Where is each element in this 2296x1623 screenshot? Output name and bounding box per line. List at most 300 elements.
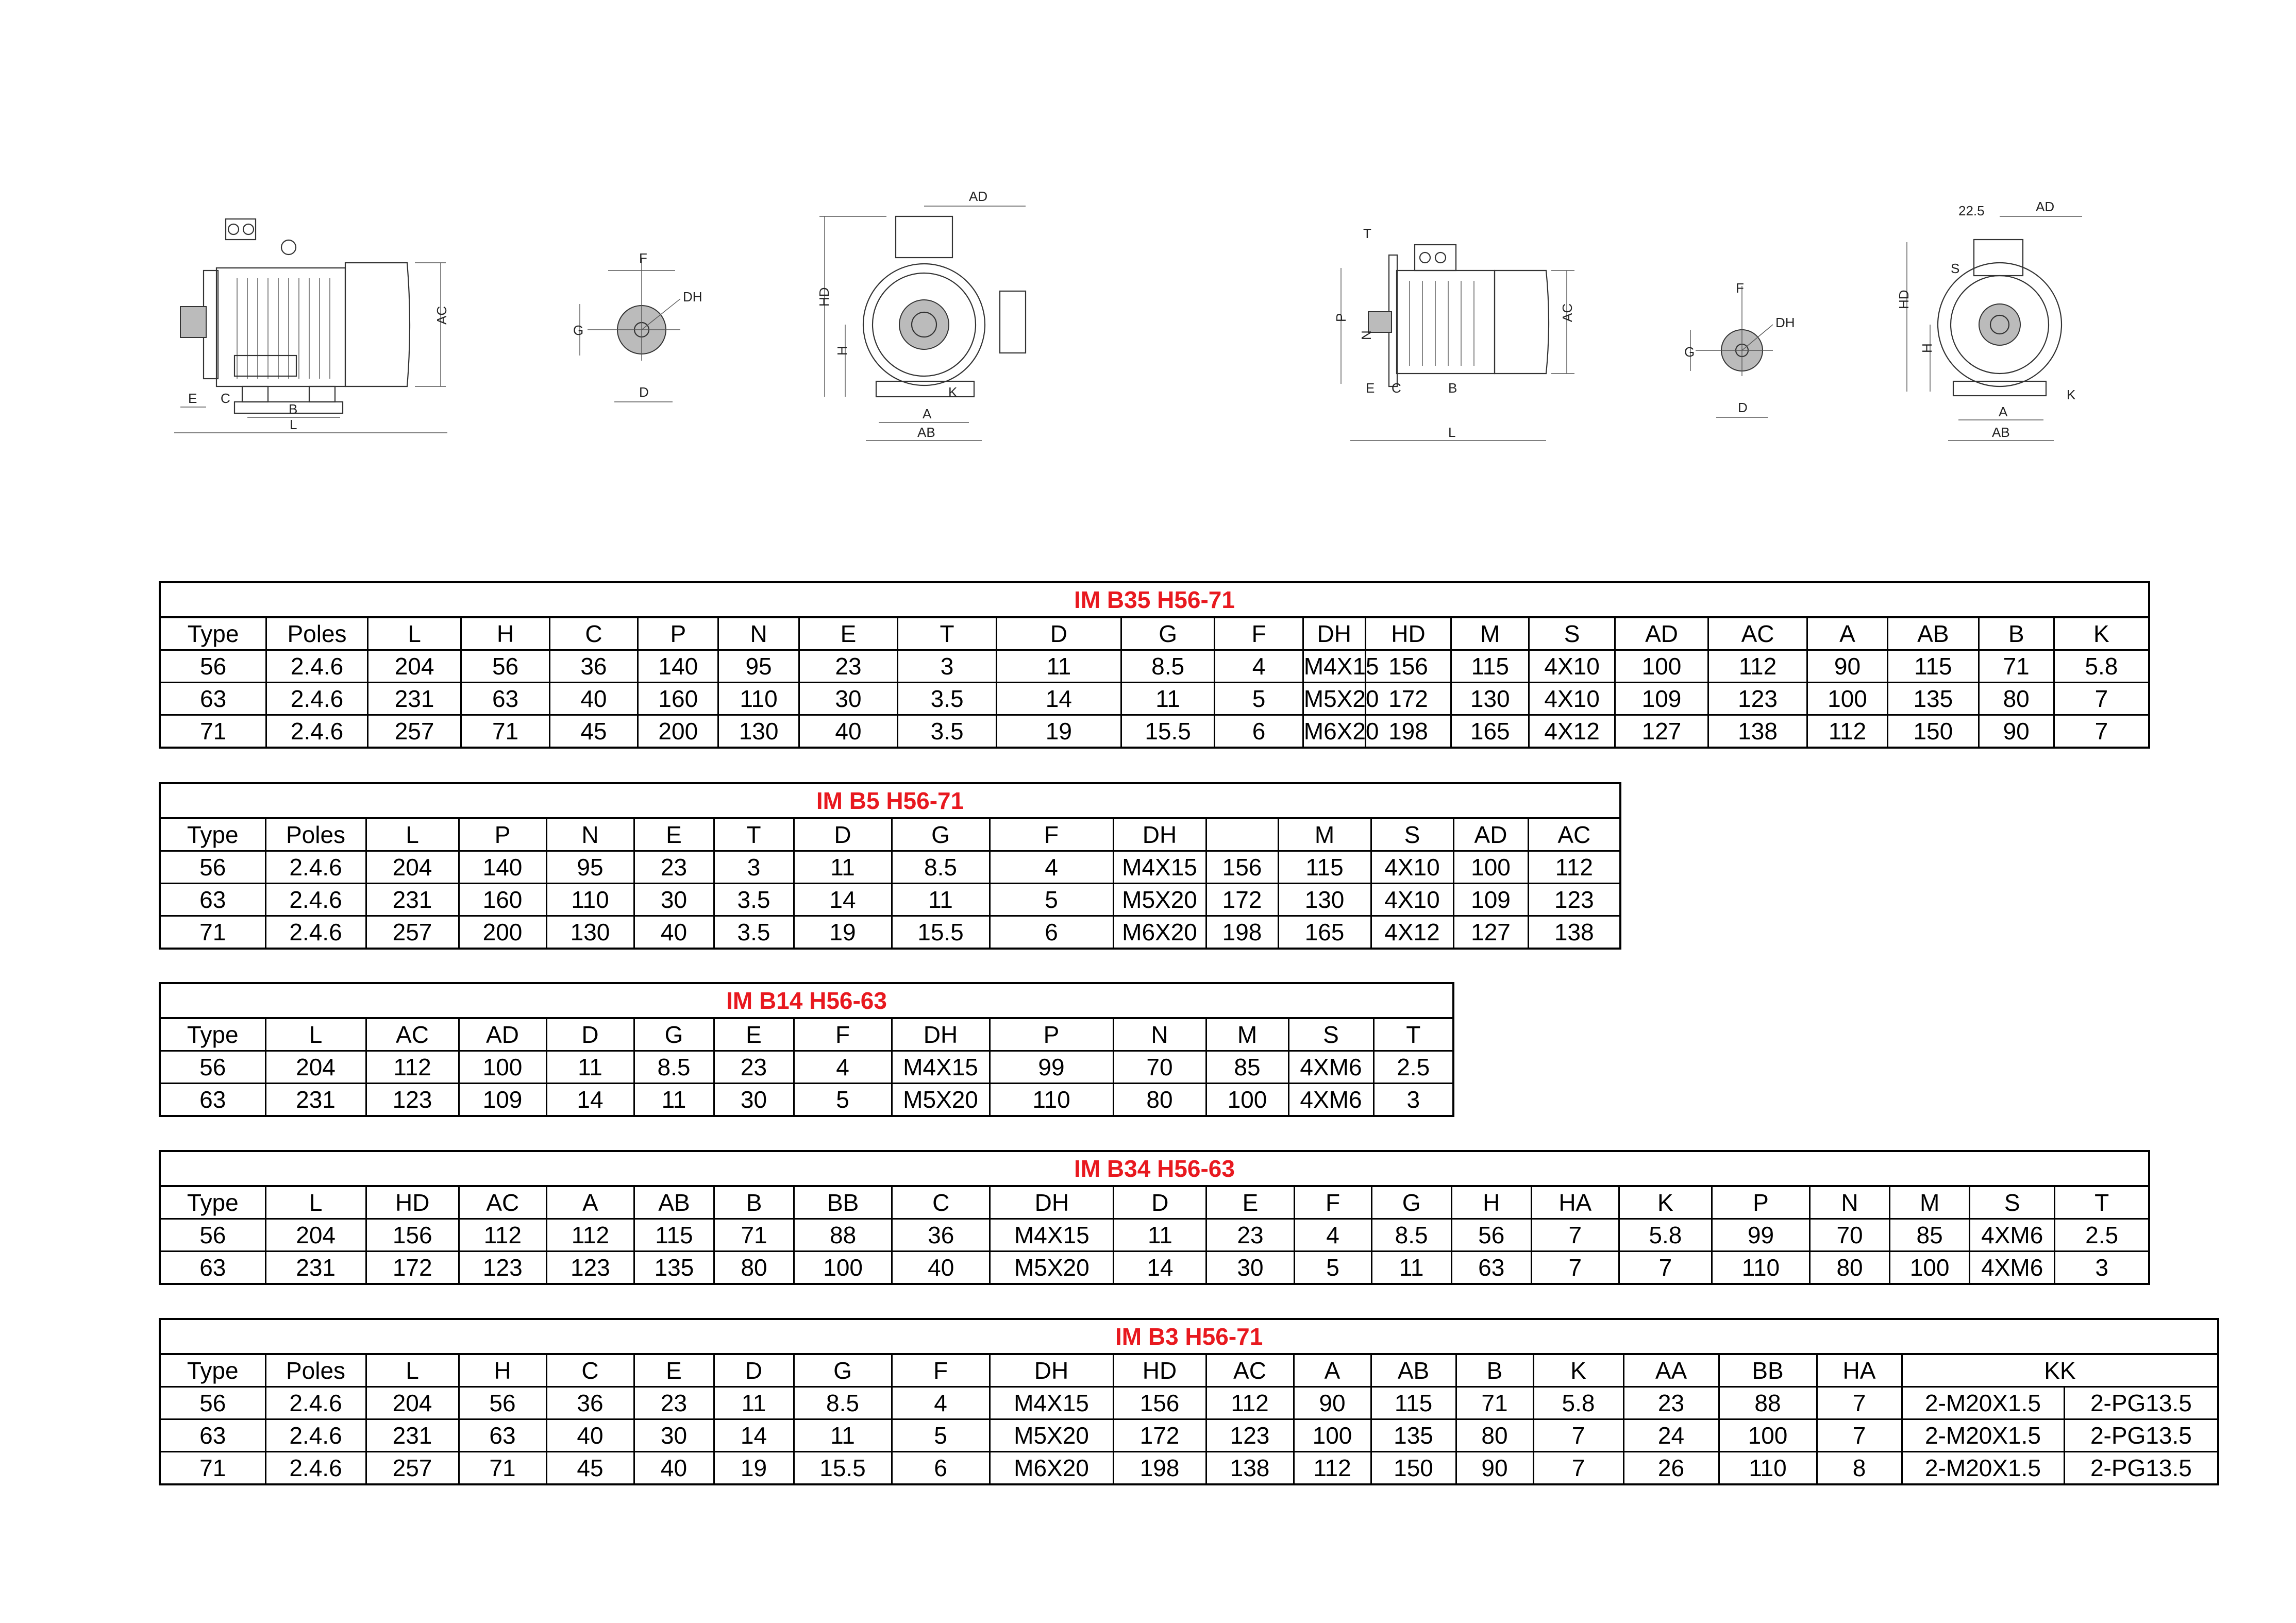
table-cell: 6 [1215, 715, 1303, 748]
table-cell: 110 [990, 1084, 1113, 1117]
table-cell: 11 [1114, 1219, 1206, 1252]
table-row [160, 1387, 2218, 1419]
table-cell: 200 [459, 916, 546, 949]
table-cell: M4X15 [990, 1219, 1114, 1252]
table-cell: 56 [1451, 1219, 1531, 1252]
table-cell: 204 [366, 1387, 459, 1419]
table-cell: 90 [1294, 1387, 1371, 1419]
header-cell: M [1890, 1186, 1970, 1219]
table-cell: 30 [1206, 1252, 1294, 1284]
header-cell: D [714, 1354, 794, 1387]
table-cell: 2.4.6 [265, 1419, 366, 1452]
drawing-b5-side-view [1333, 226, 1575, 441]
table-cell: 123 [459, 1252, 546, 1284]
table-cell: 123 [1206, 1419, 1294, 1452]
header-cell: BB [794, 1186, 892, 1219]
header-cell: K [2054, 617, 2149, 650]
header-cell: C [546, 1354, 634, 1387]
table-cell: 88 [1719, 1387, 1817, 1419]
table-row [160, 1419, 2218, 1452]
table-cell: 231 [366, 884, 459, 916]
label-hd: HD [816, 287, 832, 307]
table-cell: 112 [459, 1219, 546, 1252]
table-cell: 99 [990, 1051, 1113, 1084]
table-cell: 63 [160, 1084, 265, 1117]
header-cell: N [546, 818, 634, 851]
label-hd-2: HD [1896, 290, 1912, 309]
header-cell: P [1712, 1186, 1809, 1219]
table-cell: 231 [367, 683, 461, 715]
table-cell: 200 [638, 715, 718, 748]
table-cell: 204 [265, 1219, 366, 1252]
label-d-1: D [639, 384, 649, 400]
table-cell: 30 [634, 1419, 714, 1452]
table-cell: 71 [160, 1452, 265, 1485]
header-cell: M [1206, 1018, 1288, 1051]
table-cell: 2-M20X1.5 [1902, 1387, 2064, 1419]
label-dh-2: DH [1775, 315, 1795, 330]
header-cell: HA [1817, 1354, 1902, 1387]
table-cell: 100 [1294, 1419, 1371, 1452]
table-cell: 6 [892, 1452, 990, 1485]
table-cell: 88 [794, 1219, 892, 1252]
label-d-2: D [1738, 400, 1748, 415]
table-cell: 19 [714, 1452, 794, 1485]
header-cell: HD [366, 1186, 459, 1219]
table-cell: 80 [1113, 1084, 1206, 1117]
table-cell: 204 [367, 650, 461, 683]
table-cell: 3.5 [714, 916, 794, 949]
table-cell: 112 [546, 1219, 634, 1252]
header-cell: A [1294, 1354, 1371, 1387]
table-cell: 30 [714, 1084, 794, 1117]
table-cell: 115 [1888, 650, 1979, 683]
table-cell: 7 [1619, 1252, 1712, 1284]
table-cell: 3.5 [714, 884, 794, 916]
label-ac: AC [434, 306, 449, 325]
table-cell: 80 [1810, 1252, 1890, 1284]
header-cell: DH [892, 1018, 990, 1051]
header-cell: N [718, 617, 799, 650]
table-cell: 23 [1206, 1219, 1294, 1252]
table-cell: 7 [1817, 1419, 1902, 1452]
table-cell: 110 [546, 884, 634, 916]
table-cell: 257 [366, 1452, 459, 1485]
table-cell: 2-M20X1.5 [1902, 1419, 2064, 1452]
table-cell: 115 [634, 1219, 714, 1252]
table-cell: M5X20 [990, 1252, 1114, 1284]
table-title: IM B34 H56-63 [160, 1151, 2149, 1186]
table-cell: 7 [1817, 1387, 1902, 1419]
table-cell: 63 [1451, 1252, 1531, 1284]
table-cell: 7 [1533, 1452, 1623, 1485]
table-cell: 71 [459, 1452, 546, 1485]
header-cell: P [638, 617, 718, 650]
table-cell: 99 [1712, 1219, 1809, 1252]
header-cell: T [1373, 1018, 1453, 1051]
table-row [160, 1452, 2218, 1485]
table-cell: 2-PG13.5 [2064, 1419, 2218, 1452]
header-cell: AA [1623, 1354, 1719, 1387]
header-cell: AB [1371, 1354, 1456, 1387]
header-cell: D [546, 1018, 634, 1051]
header-cell: DH [990, 1354, 1113, 1387]
header-cell: C [549, 617, 638, 650]
table-cell: 4XM6 [1288, 1084, 1373, 1117]
header-cell: E [634, 1354, 714, 1387]
table-row [160, 1084, 1453, 1117]
table-cell: M5X20 [1113, 884, 1206, 916]
table-header-row [160, 1018, 1453, 1051]
label-n-1: N [1359, 330, 1374, 340]
table-cell: 172 [1206, 884, 1278, 916]
label-ab-1: AB [917, 425, 935, 440]
table-cell: 85 [1890, 1219, 1970, 1252]
table-cell: 112 [1708, 650, 1807, 683]
header-cell: G [794, 1354, 892, 1387]
table-im-b14 [159, 982, 1454, 1117]
table-cell: 110 [1712, 1252, 1809, 1284]
table-cell: 23 [714, 1051, 794, 1084]
table-cell: 11 [546, 1051, 634, 1084]
table-cell: 5 [1215, 683, 1303, 715]
table-cell: 40 [634, 916, 714, 949]
table-cell: M4X15 [1303, 650, 1365, 683]
table-cell: 204 [366, 851, 459, 884]
table-cell: 4X12 [1371, 916, 1453, 949]
table-cell: 63 [160, 884, 265, 916]
label-s: S [1951, 261, 1960, 276]
header-cell: T [714, 818, 794, 851]
table-cell: 150 [1888, 715, 1979, 748]
header-cell: B [1456, 1354, 1533, 1387]
header-cell: BB [1719, 1354, 1817, 1387]
header-cell: E [799, 617, 898, 650]
table-cell: 80 [714, 1252, 794, 1284]
header-cell: G [1121, 617, 1215, 650]
drawing-shaft-end-1 [573, 250, 702, 402]
table-cell: 8 [1817, 1452, 1902, 1485]
header-cell: Poles [265, 1354, 366, 1387]
table-cell: 19 [996, 715, 1121, 748]
table-cell: 123 [366, 1084, 459, 1117]
header-cell: B [714, 1186, 794, 1219]
table-cell: 3 [898, 650, 997, 683]
table-cell: 2-PG13.5 [2064, 1452, 2218, 1485]
table-header-row [160, 818, 1620, 851]
table-cell: 56 [461, 650, 549, 683]
header-cell: L [265, 1186, 366, 1219]
table-cell: 231 [366, 1419, 459, 1452]
table-cell: 71 [160, 916, 265, 949]
table-cell: 257 [366, 916, 459, 949]
table-cell: 130 [546, 916, 634, 949]
table-cell: 11 [996, 650, 1121, 683]
table-cell: 4X10 [1529, 683, 1615, 715]
table-cell: 40 [892, 1252, 990, 1284]
table-cell: 26 [1623, 1452, 1719, 1485]
table-cell: 115 [1371, 1387, 1456, 1419]
table-cell: 11 [892, 884, 990, 916]
header-cell: L [367, 617, 461, 650]
table-im-b5 [159, 782, 1621, 950]
header-cell: AD [1453, 818, 1528, 851]
table-cell: 2.4.6 [266, 650, 368, 683]
table-cell: 45 [549, 715, 638, 748]
table-cell: 71 [1456, 1387, 1533, 1419]
header-cell: L [366, 1354, 459, 1387]
label-c: C [221, 391, 230, 406]
table-cell: 2.4.6 [265, 916, 366, 949]
table-cell: 165 [1278, 916, 1371, 949]
table-cell: 2.5 [2055, 1219, 2149, 1252]
header-cell: C [892, 1186, 990, 1219]
table-cell: 2-PG13.5 [2064, 1387, 2218, 1419]
table-cell: 165 [1451, 715, 1529, 748]
header-cell: G [892, 818, 990, 851]
label-ad-1: AD [969, 189, 988, 204]
table-cell: 100 [794, 1252, 892, 1284]
table-cell: 127 [1615, 715, 1708, 748]
table-title: IM B35 H56-71 [160, 582, 2149, 617]
table-cell: 109 [1615, 683, 1708, 715]
table-cell: 135 [1888, 683, 1979, 715]
header-cell: M [1451, 617, 1529, 650]
table-cell: 90 [1979, 715, 2054, 748]
header-cell: Poles [265, 818, 366, 851]
table-cell: 4X10 [1371, 884, 1453, 916]
label-l-2: L [1448, 425, 1456, 440]
table-cell: 4 [1294, 1219, 1371, 1252]
header-cell: G [1371, 1186, 1451, 1219]
table-cell: 70 [1113, 1051, 1206, 1084]
header-cell: AC [1206, 1354, 1294, 1387]
label-ad-2: AD [2036, 199, 2055, 214]
label-dh-1: DH [683, 289, 702, 305]
header-cell: F [794, 1018, 892, 1051]
table-cell: 110 [718, 683, 799, 715]
table-cell: 24 [1623, 1419, 1719, 1452]
table-cell: 135 [1371, 1419, 1456, 1452]
table-cell: 204 [265, 1051, 366, 1084]
table-cell: 156 [366, 1219, 459, 1252]
table-cell: 3 [2055, 1252, 2149, 1284]
table-cell: 7 [1531, 1252, 1619, 1284]
table-cell: 2.4.6 [265, 851, 366, 884]
header-cell [1206, 818, 1278, 851]
table-cell: 71 [1979, 650, 2054, 683]
header-cell: Type [160, 1186, 265, 1219]
table-header-row [160, 1186, 2149, 1219]
table-cell: 4XM6 [1288, 1051, 1373, 1084]
header-cell: F [990, 818, 1113, 851]
label-k-1: K [948, 384, 958, 400]
header-cell: T [2055, 1186, 2149, 1219]
table-row [160, 650, 2149, 683]
drawing-b35-front-view [816, 189, 1026, 441]
table-cell: 71 [160, 715, 266, 748]
table-cell: 4 [794, 1051, 892, 1084]
header-cell: N [1113, 1018, 1206, 1051]
header-cell: AC [1708, 617, 1807, 650]
table-cell: 36 [549, 650, 638, 683]
table-cell: 130 [718, 715, 799, 748]
table-cell: 130 [1451, 683, 1529, 715]
header-cell: Poles [266, 617, 368, 650]
table-cell: 63 [160, 1252, 265, 1284]
table-cell: M4X15 [990, 1387, 1113, 1419]
header-cell: K [1619, 1186, 1712, 1219]
label-e: E [188, 391, 197, 406]
table-cell: 5.8 [1533, 1387, 1623, 1419]
table-cell: 8.5 [634, 1051, 714, 1084]
label-ab-2: AB [1992, 425, 2010, 440]
header-cell: A [546, 1186, 634, 1219]
table-cell: 30 [634, 884, 714, 916]
table-cell: 2.5 [1373, 1051, 1453, 1084]
table-cell: 4 [1215, 650, 1303, 683]
table-row [160, 916, 1620, 949]
label-h-2: H [1919, 343, 1935, 353]
table-cell: M4X15 [892, 1051, 990, 1084]
header-cell: G [634, 1018, 714, 1051]
table-cell: 3.5 [898, 683, 997, 715]
label-angle: 22.5 [1958, 203, 1985, 218]
table-cell: 40 [546, 1419, 634, 1452]
table-row [160, 884, 1620, 916]
header-cell: DH [1303, 617, 1365, 650]
table-cell: 11 [1371, 1252, 1451, 1284]
table-cell: 5.8 [2054, 650, 2149, 683]
header-cell: AD [1615, 617, 1708, 650]
table-cell: 5 [990, 884, 1113, 916]
label-t-1: T [1363, 226, 1371, 241]
table-header-row [160, 1354, 2218, 1387]
table-cell: 156 [1113, 1387, 1206, 1419]
table-cell: 150 [1371, 1452, 1456, 1485]
header-cell: S [1970, 1186, 2055, 1219]
table-cell: 4XM6 [1970, 1219, 2055, 1252]
table-cell: 8.5 [1371, 1219, 1451, 1252]
table-im-b3 [159, 1318, 2219, 1485]
header-cell: T [898, 617, 997, 650]
table-cell: 112 [1807, 715, 1887, 748]
header-cell: B [1979, 617, 2054, 650]
table-cell: 56 [459, 1387, 546, 1419]
table-cell: 5.8 [1619, 1219, 1712, 1252]
table-cell: 11 [714, 1387, 794, 1419]
table-cell: 123 [1708, 683, 1807, 715]
table-cell: 140 [638, 650, 718, 683]
table-cell: 14 [714, 1419, 794, 1452]
header-cell: AB [1888, 617, 1979, 650]
table-cell: 6 [990, 916, 1113, 949]
table-cell: 123 [546, 1252, 634, 1284]
table-cell: 71 [461, 715, 549, 748]
header-cell: E [634, 818, 714, 851]
table-cell: 56 [160, 1387, 265, 1419]
header-cell: KK [1902, 1354, 2218, 1387]
table-cell: 2.4.6 [266, 715, 368, 748]
header-cell: Type [160, 1018, 265, 1051]
header-cell: HD [1365, 617, 1451, 650]
table-cell: 112 [1528, 851, 1620, 884]
table-cell: 40 [634, 1452, 714, 1485]
table-header-row [160, 617, 2149, 650]
table-cell: 7 [1533, 1419, 1623, 1452]
table-cell: 2.4.6 [265, 1387, 366, 1419]
table-cell: 63 [160, 683, 266, 715]
table-cell: 112 [1206, 1387, 1294, 1419]
table-cell: 11 [794, 1419, 892, 1452]
header-cell: S [1529, 617, 1615, 650]
table-cell: 198 [1365, 715, 1451, 748]
table-cell: 95 [718, 650, 799, 683]
table-title: IM B3 H56-71 [160, 1319, 2218, 1354]
drawing-shaft-end-2 [1684, 280, 1795, 417]
table-cell: 156 [1206, 851, 1278, 884]
header-cell: N [1810, 1186, 1890, 1219]
table-cell: 56 [160, 650, 266, 683]
table-cell: M6X20 [1303, 715, 1365, 748]
table-cell: 5 [892, 1419, 990, 1452]
header-cell: DH [990, 1186, 1114, 1219]
table-cell: 135 [634, 1252, 714, 1284]
table-cell: 45 [546, 1452, 634, 1485]
header-cell: S [1371, 818, 1453, 851]
table-cell: 5 [794, 1084, 892, 1117]
header-cell: D [794, 818, 892, 851]
label-a-1: A [923, 406, 932, 421]
table-cell: 95 [546, 851, 634, 884]
table-cell: M4X15 [1113, 851, 1206, 884]
table-cell: 5 [1294, 1252, 1371, 1284]
header-cell: E [1206, 1186, 1294, 1219]
table-cell: 80 [1456, 1419, 1533, 1452]
table-cell: M6X20 [1113, 916, 1206, 949]
label-e-2: E [1366, 380, 1375, 396]
table-cell: 71 [714, 1219, 794, 1252]
label-f-1: F [639, 250, 647, 266]
table-row [160, 851, 1620, 884]
table-cell: 30 [799, 683, 898, 715]
header-cell: H [1451, 1186, 1531, 1219]
header-cell: AC [366, 1018, 459, 1051]
table-cell: 15.5 [1121, 715, 1215, 748]
table-cell: 130 [1278, 884, 1371, 916]
header-cell: AC [1528, 818, 1620, 851]
table-cell: 112 [366, 1051, 459, 1084]
table-cell: 115 [1451, 650, 1529, 683]
technical-drawings [0, 0, 2296, 515]
header-cell: AB [634, 1186, 714, 1219]
table-cell: 11 [1121, 683, 1215, 715]
table-cell: 11 [634, 1084, 714, 1117]
table-cell: 100 [459, 1051, 546, 1084]
header-cell: H [461, 617, 549, 650]
table-cell: 115 [1278, 851, 1371, 884]
table-cell: 7 [2054, 715, 2149, 748]
table-cell: 8.5 [892, 851, 990, 884]
table-cell: M5X20 [1303, 683, 1365, 715]
table-cell: 4X12 [1529, 715, 1615, 748]
header-cell: F [1215, 617, 1303, 650]
table-cell: 109 [459, 1084, 546, 1117]
table-cell: 19 [794, 916, 892, 949]
table-cell: 70 [1810, 1219, 1890, 1252]
table-cell: 14 [1114, 1252, 1206, 1284]
table-cell: 4X10 [1371, 851, 1453, 884]
